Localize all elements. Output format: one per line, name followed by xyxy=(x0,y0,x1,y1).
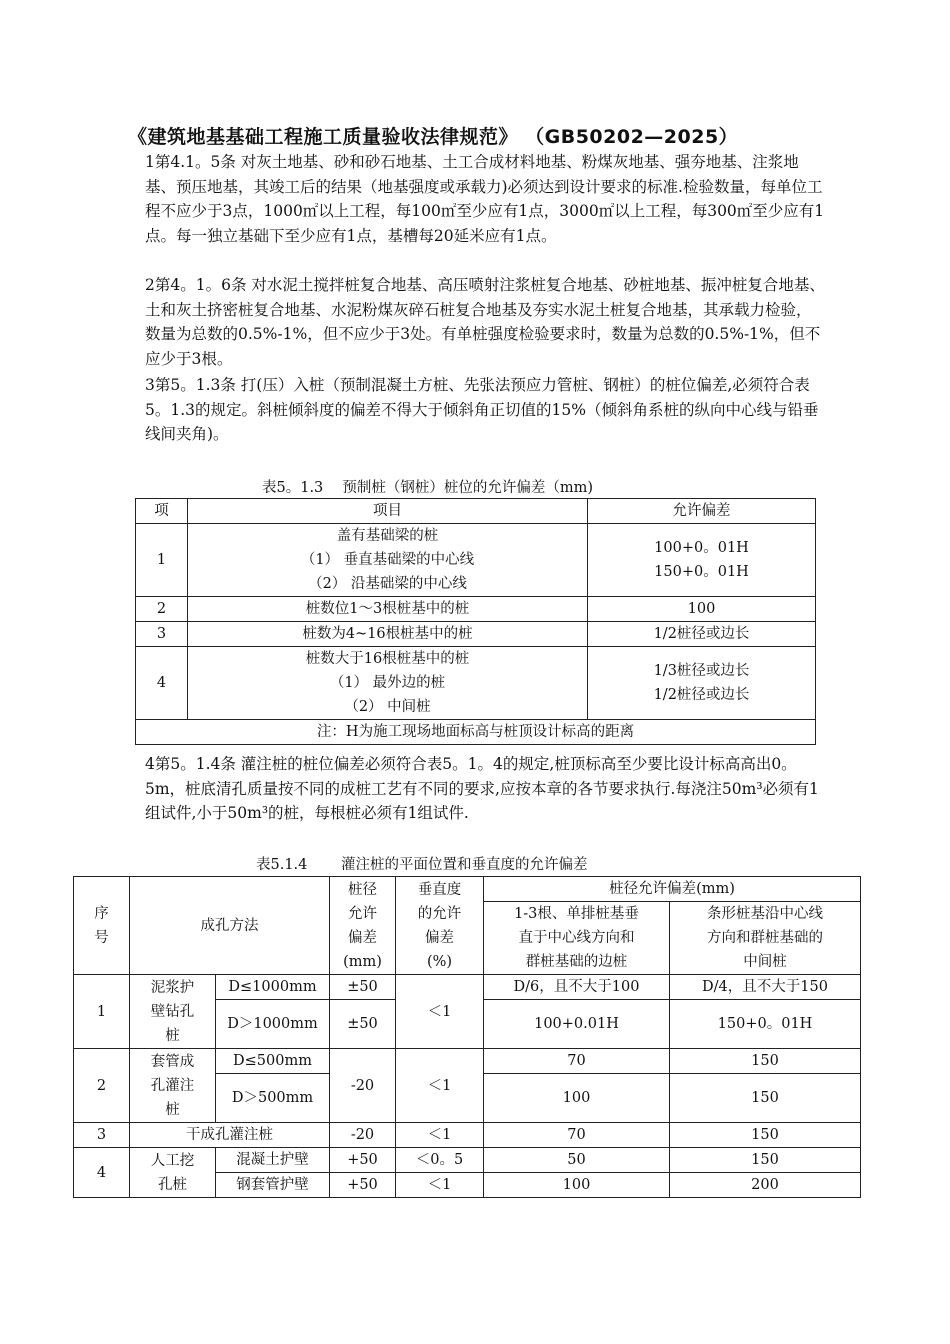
row-sub: D≤500mm xyxy=(216,1049,330,1074)
table-row xyxy=(136,597,816,622)
row-diam: +50 xyxy=(330,1148,396,1173)
row-tolerance xyxy=(588,647,816,720)
item-line: （1） 垂直基础梁的中心线 xyxy=(300,552,475,568)
row-vert: ＜1 xyxy=(396,1123,484,1148)
header-line: 垂直度 xyxy=(417,881,462,898)
table-5-1-4 xyxy=(73,876,861,1198)
method-line: 孔灌注 xyxy=(150,1077,195,1094)
method-line: 孔桩 xyxy=(158,1176,187,1193)
row-tolerance: 100 xyxy=(588,597,816,622)
row-edge: 50 xyxy=(484,1148,670,1173)
table1-caption: 表5。1.3 预制桩（钢桩）桩位的允许偏差（mm) xyxy=(262,480,594,496)
header-cell: 允许偏差 xyxy=(588,499,816,524)
header-method: 成孔方法 xyxy=(130,877,330,975)
item-line: （2） 沿基础梁的中心线 xyxy=(308,576,467,592)
paragraph-1: 1第4.1。5条 对灰土地基、砂和砂石地基、土工合成材料地基、粉煤灰地基、强夯地基、注浆地基、预压地基，其竣工后的结果（地基强度或承载力)必须达到设计要求的标准.检验数量，每单位工程不应少于3点，1000㎡以上工程，每100㎡至少应有1点，3000㎡以上工程，每300㎡至少应有1点。每一独立基础下至少应有1点，基槽每20延米应有1点。 xyxy=(145,153,825,245)
row-diam: ±50 xyxy=(330,975,396,1000)
tolerance-line: 100+0。01H xyxy=(654,540,749,556)
row-number: 3 xyxy=(74,1123,130,1148)
table-5-1-3 xyxy=(135,498,816,745)
row-method xyxy=(130,1049,216,1123)
header-cell: 项 xyxy=(136,499,188,524)
row-number: 2 xyxy=(136,597,188,622)
row-vert: ＜0。5 xyxy=(396,1148,484,1173)
method-line: 人工挖 xyxy=(150,1152,195,1169)
row-number: 1 xyxy=(136,524,188,597)
row-number: 4 xyxy=(136,647,188,720)
header-group: 桩径允许偏差(mm) xyxy=(484,877,861,902)
row-items xyxy=(188,647,588,720)
header-diam xyxy=(330,877,396,975)
row-edge: 100 xyxy=(484,1173,670,1198)
row-sub: 混凝土护壁 xyxy=(216,1148,330,1173)
header-edge xyxy=(484,902,670,975)
header-cell: 项目 xyxy=(188,499,588,524)
row-vert: ＜1 xyxy=(396,1173,484,1198)
row-middle: 200 xyxy=(670,1173,861,1198)
header-line: 方向和群桩基础的 xyxy=(707,930,823,946)
header-line: 桩径 xyxy=(348,881,377,898)
header-line: 偏差 xyxy=(348,929,377,946)
row-middle: 150 xyxy=(670,1074,861,1123)
item-line: （2） 中间桩 xyxy=(344,699,431,715)
row-middle: 150 xyxy=(670,1049,861,1074)
header-no xyxy=(74,877,130,975)
method-line: 套管成 xyxy=(150,1053,195,1070)
row-diam: +50 xyxy=(330,1173,396,1198)
row-tolerance xyxy=(588,524,816,597)
item-line: （1） 最外边的桩 xyxy=(329,675,446,691)
header-line: 允许 xyxy=(348,905,377,922)
document-title: 《建筑地基基础工程施工质量验收法律规范》 （GB50202—2025） xyxy=(128,126,739,148)
header-line: 序 xyxy=(94,905,109,922)
tolerance-line: 1/3桩径或边长 xyxy=(653,663,750,679)
item-line: 桩数大于16根桩基中的桩 xyxy=(305,651,470,667)
method-line: 桩 xyxy=(165,1027,180,1044)
table-row xyxy=(74,1049,861,1074)
row-tolerance: 1/2桩径或边长 xyxy=(588,622,816,647)
row-edge: 100+0.01H xyxy=(484,1000,670,1049)
header-line: (%) xyxy=(426,953,453,970)
row-edge: 70 xyxy=(484,1049,670,1074)
method-line: 桩 xyxy=(165,1101,180,1118)
table-row xyxy=(74,1148,861,1173)
paragraph-2: 2第4。1。6条 对水泥土搅拌桩复合地基、高压喷射注浆桩复合地基、砂桩地基、振冲桩复合地基、土和灰土挤密桩复合地基、水泥粉煤灰碎石桩复合地基及夯实水泥土桩复合地基，其承载力检验，数量为总数的0.5%-1%，但不应少于3处。有单桩强度检验要求时，数量为总数的0.5%-1%，但不应少于3根。 xyxy=(145,276,825,368)
header-line: 号 xyxy=(94,929,109,946)
header-middle xyxy=(670,902,861,975)
row-number: 3 xyxy=(136,622,188,647)
row-edge: D/6，且不大于100 xyxy=(484,975,670,1000)
table-row xyxy=(74,1123,861,1148)
row-sub: D＞500mm xyxy=(216,1074,330,1123)
row-sub: 钢套管护壁 xyxy=(216,1173,330,1198)
row-diam: -20 xyxy=(330,1049,396,1123)
row-sub: D＞1000mm xyxy=(216,1000,330,1049)
row-items: 桩数位1～3根桩基中的桩 xyxy=(188,597,588,622)
header-line: 的允许 xyxy=(417,905,462,922)
row-sub: D≤1000mm xyxy=(216,975,330,1000)
row-middle: D/4，且不大于150 xyxy=(670,975,861,1000)
paragraph-4: 4第5。1.4条 灌注桩的桩位偏差必须符合表5。1。4的规定,桩顶标高至少要比设计标高高出0。5m，桩底清孔质量按不同的成桩工艺有不同的要求,应按本章的各节要求执行.每浇注50m³必须有1组试件,小于50m³的桩，每根桩必须有1组试件. xyxy=(145,755,819,822)
table-row xyxy=(136,622,816,647)
tolerance-line: 150+0。01H xyxy=(654,564,749,580)
table2-caption: 表5.1.4 灌注桩的平面位置和垂直度的允许偏差 xyxy=(256,857,588,873)
row-number: 1 xyxy=(74,975,130,1049)
table-note-row xyxy=(136,720,816,745)
row-diam: -20 xyxy=(330,1123,396,1148)
header-line: 直于中心线方向和 xyxy=(518,930,635,946)
table-row xyxy=(74,975,861,1000)
header-line: 群桩基础的边桩 xyxy=(525,954,628,970)
method-line: 泥浆护 xyxy=(150,979,195,996)
row-method: 干成孔灌注桩 xyxy=(130,1123,330,1148)
table-row xyxy=(136,524,816,597)
row-method xyxy=(130,975,216,1049)
table-header-row xyxy=(74,877,861,902)
header-line: 1-3根、单排桩基垂 xyxy=(514,906,639,922)
row-vert: ＜1 xyxy=(396,1049,484,1123)
row-items xyxy=(188,524,588,597)
header-line: 条形桩基沿中心线 xyxy=(707,906,823,922)
table-note: 注：H为施工现场地面标高与桩顶设计标高的距离 xyxy=(136,720,816,745)
table-row xyxy=(136,647,816,720)
row-number: 2 xyxy=(74,1049,130,1123)
row-method xyxy=(130,1148,216,1198)
row-items: 桩数为4~16根桩基中的桩 xyxy=(188,622,588,647)
row-number: 4 xyxy=(74,1148,130,1198)
header-line: 中间桩 xyxy=(743,954,787,970)
method-line: 壁钻孔 xyxy=(150,1003,195,1020)
row-vert: ＜1 xyxy=(396,975,484,1049)
tolerance-line: 1/2桩径或边长 xyxy=(653,687,750,703)
row-diam: ±50 xyxy=(330,1000,396,1049)
item-line: 盖有基础梁的桩 xyxy=(336,528,439,544)
row-middle: 150+0。01H xyxy=(670,1000,861,1049)
header-vert xyxy=(396,877,484,975)
header-line: 偏差 xyxy=(425,929,454,946)
row-edge: 70 xyxy=(484,1123,670,1148)
row-middle: 150 xyxy=(670,1148,861,1173)
header-line: (mm) xyxy=(343,953,382,970)
table-header-row xyxy=(136,499,816,524)
row-edge: 100 xyxy=(484,1074,670,1123)
row-middle: 150 xyxy=(670,1123,861,1148)
paragraph-3: 3第5。1.3条 打(压）入桩（预制混凝土方桩、先张法预应力管桩、钢桩）的桩位偏差,必须符合表5。1.3的规定。斜桩倾斜度的偏差不得大于倾斜角正切值的15%（倾斜角系桩的纵向中心线与铅垂线间夹角)。 xyxy=(145,376,819,443)
